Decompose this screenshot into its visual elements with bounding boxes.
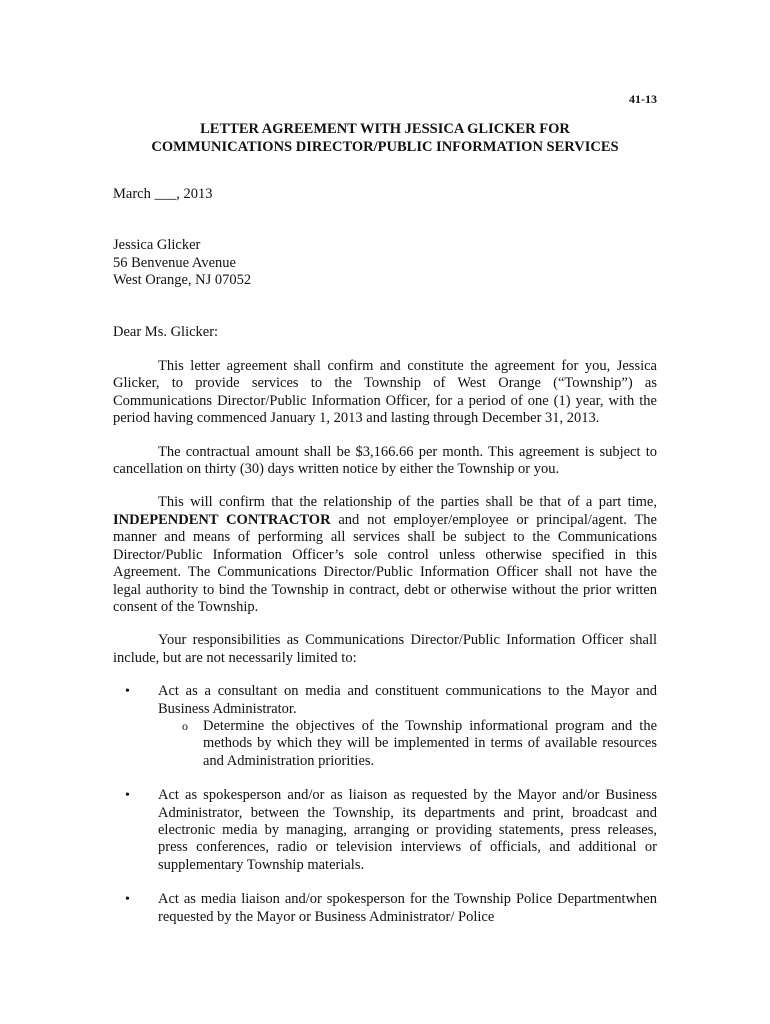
sub-list-item-text: Determine the objectives of the Township informational program and the methods by which they will be implemented in terms of available resources and Administration priorities.	[203, 717, 657, 769]
paragraph-relationship	[113, 494, 657, 616]
salutation: Dear Ms. Glicker:	[113, 323, 219, 340]
list-item	[113, 787, 657, 874]
recipient-address	[113, 237, 657, 289]
responsibilities-list	[113, 683, 657, 926]
title-line-2: COMMUNICATIONS DIRECTOR/PUBLIC INFORMATION SERVICES	[151, 139, 619, 155]
document-title	[113, 120, 657, 156]
independent-contractor-emphasis: INDEPENDENT CONTRACTOR	[113, 511, 331, 528]
letter-date: March ___, 2013	[113, 186, 213, 202]
relationship-text-end: and not employer/employee or principal/agent. The manner and means of performing all services shall be subject to the Communications Director/Public Information Officer’s sole control unless otherwise specified in this Agreement. The Communications Director/Public Information Officer shall not have the legal authority to bind the Township in contract, debt or otherwise without the prior written consent of the Township.	[113, 511, 657, 615]
recipient-street: 56 Benvenue Avenue	[113, 254, 236, 271]
list-item	[113, 683, 657, 770]
document-number: 41-13	[629, 92, 657, 106]
circle-bullet-icon: o	[182, 718, 188, 733]
sub-list	[158, 718, 657, 770]
recipient-city: West Orange, NJ 07052	[113, 272, 252, 289]
paragraph-compensation: The contractual amount shall be $3,166.66 per month. This agreement is subject to cancellation on thirty (30) days written notice by either the Township or you.	[113, 443, 657, 478]
relationship-text-start: This will confirm that the relationship of the parties shall be that of a part time,	[158, 494, 657, 511]
letter-body	[113, 186, 657, 943]
bullet-icon: •	[125, 892, 130, 908]
bullet-icon: •	[125, 788, 130, 804]
recipient-name: Jessica Glicker	[113, 237, 201, 254]
bullet-icon: •	[125, 684, 130, 700]
sub-list-item	[158, 718, 657, 770]
list-item	[113, 891, 657, 926]
list-item-text: Act as a consultant on media and constituent communications to the Mayor and Business Administrator.	[158, 683, 657, 717]
title-line-1: LETTER AGREEMENT WITH JESSICA GLICKER FOR	[200, 121, 570, 137]
list-item-text: Act as spokesperson and/or as liaison as requested by the Mayor and/or Business Administrator, between the Township, its departments and print, broadcast and electronic media by managing, arranging or providing statements, press releases, press conferences, radio or television interviews of officials, and additional or supplementary Township materials.	[158, 787, 657, 873]
list-item-text: Act as media liaison and/or spokesperson for the Township Police Departmentwhen requested by the Mayor or Business Administrator/ Police	[158, 891, 657, 925]
paragraph-responsibilities: Your responsibilities as Communications Director/Public Information Officer shall include, but are not necessarily limited to:	[113, 632, 657, 666]
paragraph-agreement: This letter agreement shall confirm and constitute the agreement for you, Jessica Glicker, to provide services to the Township of West Orange (“Township”) as Communications Director/Public Information Officer, for a period of one (1) year, with the period having commenced January 1, 2013 and lasting through December 31, 2013.	[113, 358, 657, 427]
